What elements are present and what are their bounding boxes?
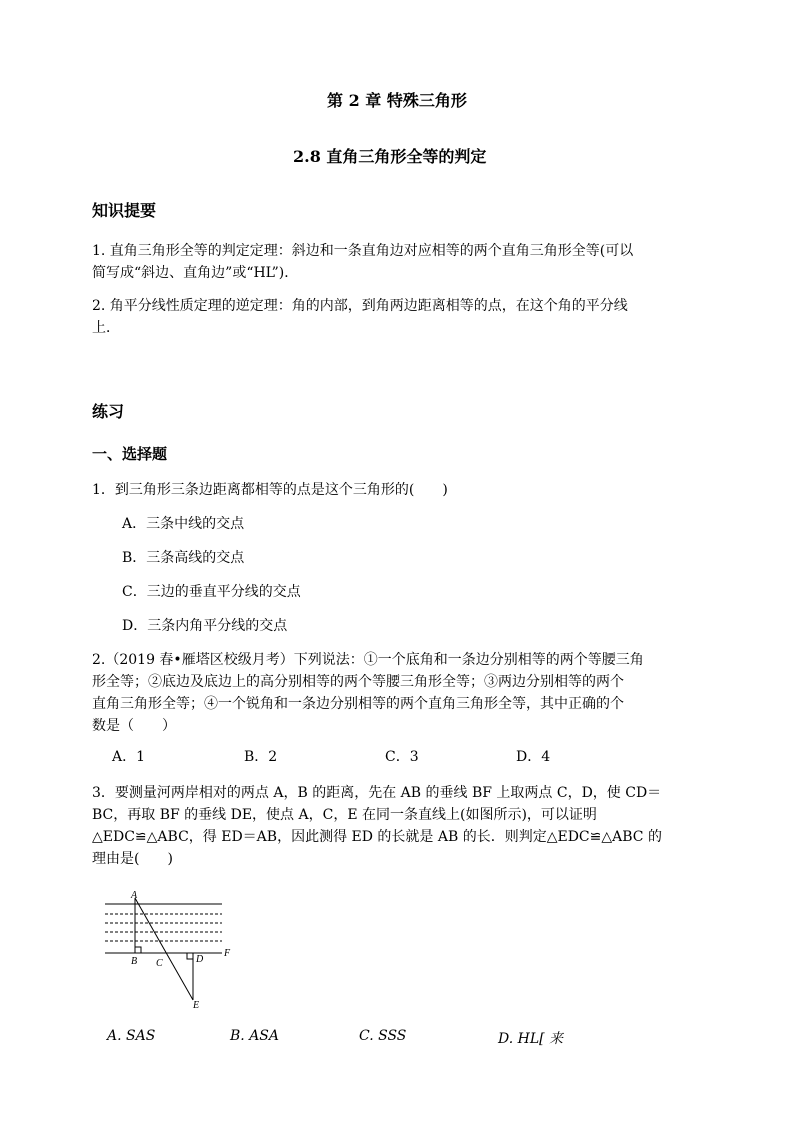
- label-d: D: [196, 954, 204, 965]
- label-f: F: [224, 948, 231, 959]
- question-2-line-3: 直角三角形全等；④一个锐角和一条边分别相等的两个直角三角形全等，其中正确的个: [92, 696, 624, 712]
- question-1-option-b: B．三条高线的交点: [122, 550, 245, 566]
- question-2-option-b: B．2: [244, 749, 278, 765]
- question-1-stem: 1．到三角形三条边距离都相等的点是这个三角形的( ): [92, 482, 448, 498]
- knowledge-item-2-line-1: 2. 角平分线性质定理的逆定理：角的内部，到角两边距离相等的点，在这个角的平分线: [92, 298, 628, 314]
- question-3-option-a: A. SAS: [107, 1028, 156, 1044]
- question-1-option-a: A．三条中线的交点: [122, 516, 245, 532]
- question-2-option-d: D．4: [516, 749, 551, 765]
- label-b: B: [131, 956, 138, 967]
- question-3-line-4: 理由是( ): [92, 851, 173, 867]
- right-angle-d: [187, 953, 193, 959]
- knowledge-heading: 知识提要: [92, 201, 157, 220]
- question-3-stem: [92, 782, 662, 870]
- chapter-title: 第 2 章 特殊三角形: [327, 91, 467, 110]
- question-2-stem: [92, 649, 644, 737]
- question-3-option-c: C. SSS: [359, 1028, 407, 1044]
- question-3-option-d: D. HL[ 来: [498, 1031, 564, 1047]
- label-e: E: [193, 1000, 200, 1010]
- knowledge-item-1: [92, 240, 633, 284]
- right-angle-b: [135, 947, 141, 953]
- label-c: C: [156, 958, 163, 969]
- question-1-option-c: C．三边的垂直平分线的交点: [122, 584, 301, 600]
- question-2-line-4: 数是（ ）: [92, 718, 176, 734]
- label-a: A: [131, 890, 138, 901]
- question-3-line-2: BC，再取 BF 的垂线 DE，使点 A，C，E 在同一条直线上(如图所示)，可以证明: [92, 807, 597, 823]
- section-title: 2.8 直角三角形全等的判定: [293, 147, 487, 166]
- knowledge-item-2: [92, 295, 628, 339]
- question-2-option-a: A．1: [112, 749, 146, 765]
- question-1-option-d: D．三条内角平分线的交点: [122, 618, 288, 634]
- question-3-line-1: 3．要测量河两岸相对的两点 A，B 的距离，先在 AB 的垂线 BF 上取两点 C，D，使 CD＝: [92, 785, 662, 801]
- segment-ae: [135, 898, 193, 1000]
- knowledge-item-1-line-1: 1. 直角三角形全等的判定定理：斜边和一条直角边对应相等的两个直角三角形全等(可以: [92, 243, 634, 259]
- question-2-line-1: 2.（2019 春•雁塔区校级月考）下列说法：①一个底角和一条边分别相等的两个等腰三角: [92, 652, 644, 668]
- question-3-line-3: △EDC≌△ABC，得 ED＝AB，因此测得 ED 的长就是 AB 的长．则判定△EDC≌△ABC 的: [92, 829, 662, 845]
- practice-heading: 练习: [92, 402, 125, 421]
- knowledge-item-2-line-2: 上．: [92, 320, 120, 336]
- knowledge-item-1-line-2: 简写成“斜边、直角边”或“HL”)．: [92, 265, 299, 281]
- section-choice-heading: 一、选择题: [92, 445, 168, 463]
- question-2-line-2: 形全等；②底边及底边上的高分别相等的两个等腰三角形全等；③两边分别相等的两个: [92, 674, 624, 690]
- river-measurement-figure: [100, 888, 245, 1010]
- question-2-option-c: C．3: [385, 749, 419, 765]
- question-3-option-b: B. ASA: [230, 1028, 279, 1044]
